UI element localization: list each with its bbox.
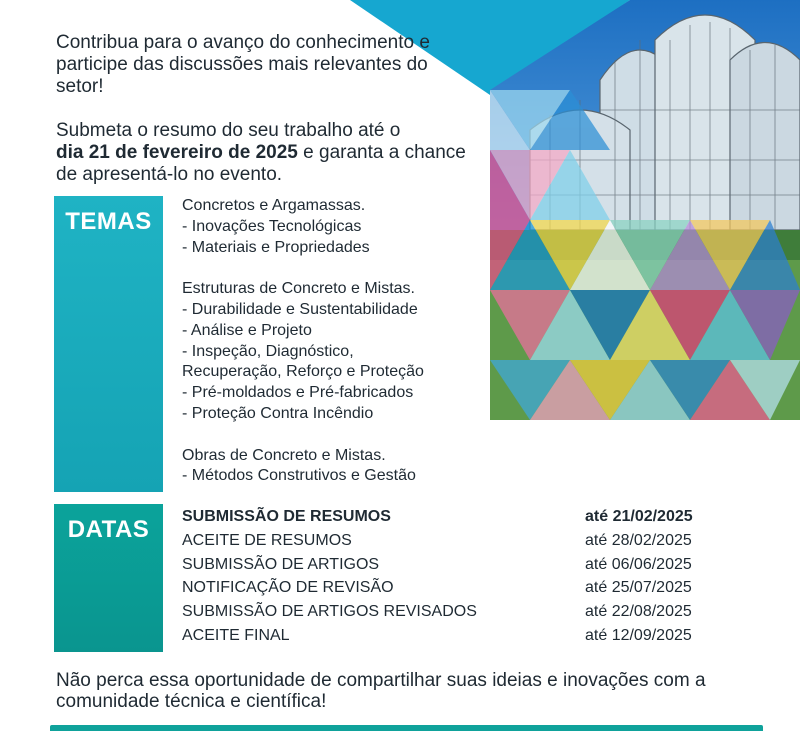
date-event: SUBMISSÃO DE ARTIGOS REVISADOS <box>182 603 477 621</box>
tema-item: - Proteção Contra Incêndio <box>182 404 374 422</box>
date-value: até 28/02/2025 <box>585 531 692 549</box>
tema-group <box>182 446 424 488</box>
date-value: até 25/07/2025 <box>585 579 692 597</box>
intro-text <box>56 32 476 186</box>
date-row <box>182 624 707 648</box>
date-event: SUBMISSÃO DE RESUMOS <box>182 508 391 525</box>
datas-label-box <box>54 504 163 652</box>
datas-list <box>182 505 707 648</box>
tema-item: Estruturas de Concreto e Mistas. <box>182 280 415 298</box>
date-event: ACEITE FINAL <box>182 626 290 644</box>
temas-label-box <box>54 196 163 492</box>
tema-item: Concretos e Argamassas. <box>182 197 366 214</box>
date-row <box>182 505 707 529</box>
bottom-accent-bar <box>50 725 763 731</box>
submission-deadline-highlight: dia 21 de fevereiro de 2025 <box>56 142 298 163</box>
date-value: até 12/09/2025 <box>585 626 692 644</box>
date-row <box>182 529 707 553</box>
date-value: até 06/06/2025 <box>585 555 692 573</box>
tema-group <box>182 196 424 258</box>
intro-p2-after: e garanta a chance de apresentá-lo no evento. <box>56 142 466 185</box>
closing-text: Não perca essa oportunidade de compartilhar suas ideias e inovações com a comunidade técnica e científica! <box>56 670 706 712</box>
tema-item: Recuperação, Reforço e Proteção <box>182 363 424 381</box>
date-value: até 21/02/2025 <box>585 508 693 525</box>
tema-item: - Análise e Projeto <box>182 321 312 339</box>
tema-item: - Durabilidade e Sustentabilidade <box>182 300 418 318</box>
datas-label: DATAS <box>67 516 150 543</box>
date-event: SUBMISSÃO DE ARTIGOS <box>182 555 380 573</box>
tema-item: - Materiais e Propriedades <box>182 238 370 256</box>
temas-label: TEMAS <box>65 208 152 235</box>
hero-image-greenhouse <box>490 0 800 420</box>
date-row <box>182 553 707 577</box>
tema-item: Obras de Concreto e Mistas. <box>182 446 386 464</box>
date-row <box>182 576 707 600</box>
tema-item: - Inspeção, Diagnóstico, <box>182 342 354 360</box>
intro-p2-before: Submeta o resumo do seu trabalho até o <box>56 120 401 141</box>
intro-paragraph-2 <box>56 120 476 186</box>
date-row <box>182 600 707 624</box>
temas-list <box>182 196 424 487</box>
date-value: até 22/08/2025 <box>585 603 692 621</box>
tema-group <box>182 279 424 425</box>
date-event: NOTIFICAÇÃO DE REVISÃO <box>182 579 394 597</box>
date-event: ACEITE DE RESUMOS <box>182 531 352 549</box>
tema-item: - Pré-moldados e Pré-fabricados <box>182 384 414 402</box>
intro-paragraph-1: Contribua para o avanço do conhecimento e participe das discussões mais relevantes do setor! <box>56 32 430 97</box>
tema-item: - Inovações Tecnológicas <box>182 217 362 235</box>
tema-item: - Métodos Construtivos e Gestão <box>182 467 416 485</box>
